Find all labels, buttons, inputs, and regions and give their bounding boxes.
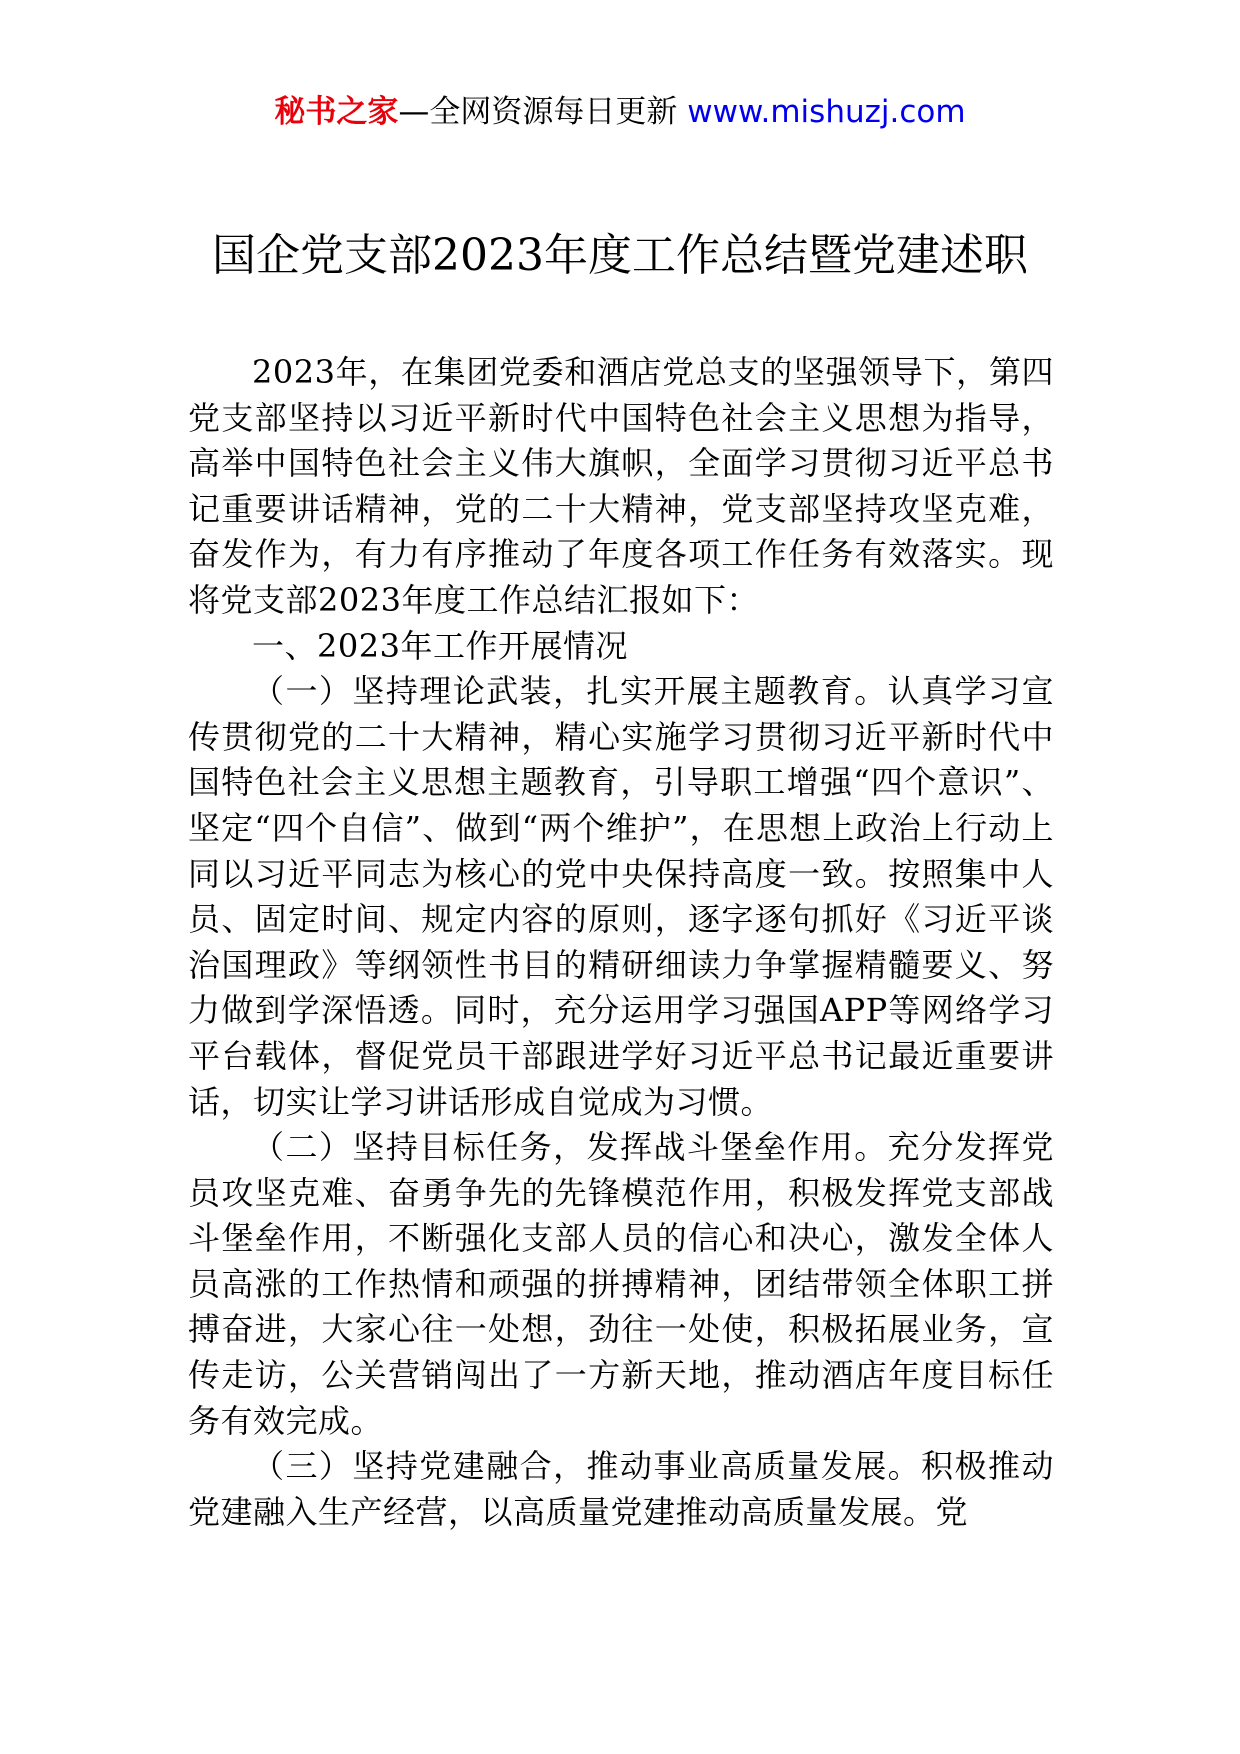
site-header	[0, 92, 1240, 132]
paragraph-integration: （三）坚持党建融合，推动事业高质量发展。积极推动党建融入生产经营，以高质量党建推动高质量发展。党	[188, 1447, 1054, 1531]
section-heading-1: 一、2023年工作开展情况	[252, 626, 628, 665]
brand-name: 秘书之家	[274, 94, 399, 130]
site-url-link[interactable]: www.mishuzj.com	[687, 94, 966, 130]
paragraph-theory: （一）坚持理论武装，扎实开展主题教育。认真学习宣传贯彻党的二十大精神，精心实施学习贯彻习近平新时代中国特色社会主义思想主题教育，引导职工增强“四个意识”、坚定“四个自信”、做到“两个维护”，在思想上政治上行动上同以习近平同志为核心的党中央保持高度一致。按照集中人员、固定时间、规定内容的原则，逐字逐句抓好《习近平谈治国理政》等纲领性书目的精研细读力争掌握精髓要义、努力做到学深悟透。同时，充分运用学习强国APP等网络学习平台载体，督促党员干部跟进学好习近平总书记最近重要讲话，切实让学习讲话形成自觉成为习惯。	[188, 672, 1054, 1121]
document-title: 国企党支部2023年度工作总结暨党建述职	[212, 230, 1028, 281]
paragraph-goals: （二）坚持目标任务，发挥战斗堡垒作用。充分发挥党员攻坚克难、奋勇争先的先锋模范作用，积极发挥党支部战斗堡垒作用，不断强化支部人员的信心和决心，激发全体人员高涨的工作热情和顽强的拼搏精神，团结带领全体职工拼搏奋进，大家心往一处想，劲往一处使，积极拓展业务，宣传走访，公关营销闯出了一方新天地，推动酒店年度目标任务有效完成。	[188, 1128, 1054, 1440]
header-tagline: —全网资源每日更新	[398, 94, 678, 130]
paragraph-intro: 2023年，在集团党委和酒店党总支的坚强领导下，第四党支部坚持以习近平新时代中国特色社会主义思想为指导，高举中国特色社会主义伟大旗帜，全面学习贯彻习近平总书记重要讲话精神，党的二十大精神，党支部坚持攻坚克难，奋发作为，有力有序推动了年度各项工作任务有效落实。现将党支部2023年度工作总结汇报如下：	[188, 353, 1054, 619]
document-body	[188, 350, 1054, 1535]
